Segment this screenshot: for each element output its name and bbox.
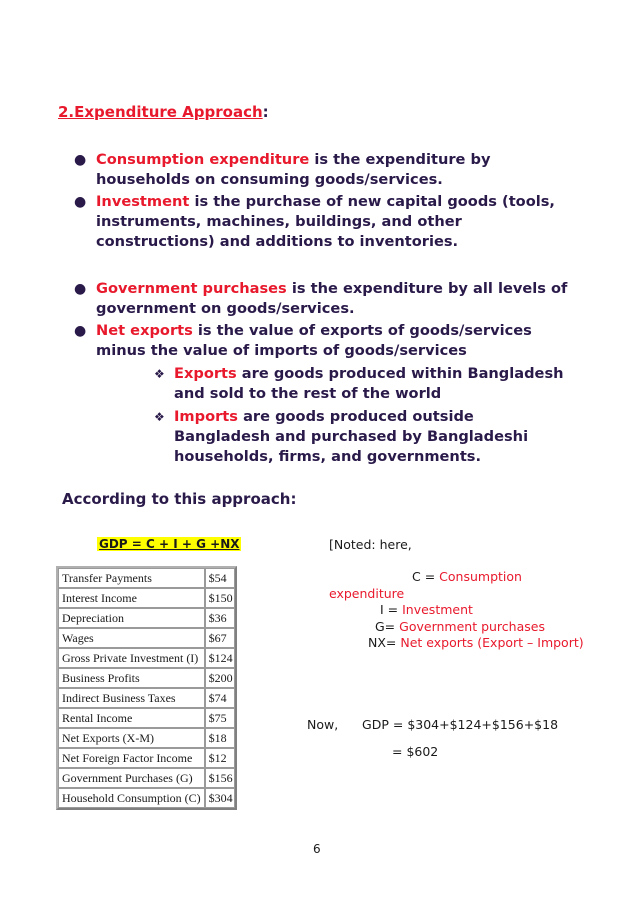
definition-term: Net exports (Export – Import) <box>400 635 584 650</box>
definition-term: Investment <box>402 602 473 617</box>
table-cell-value: $200 <box>205 668 235 688</box>
table-row <box>58 608 235 628</box>
table-cell-value: $36 <box>205 608 235 628</box>
bullet-dot-icon: ● <box>74 281 87 297</box>
table-cell-item: Interest Income <box>58 588 205 608</box>
table-cell-value: $304 <box>205 788 235 808</box>
table-row <box>58 688 235 708</box>
definition-c <box>412 569 522 584</box>
table-cell-value: $74 <box>205 688 235 708</box>
definition-term: expenditure <box>329 586 405 601</box>
bullet-term: Net exports <box>96 322 193 339</box>
table-cell-item: Net Foreign Factor Income <box>58 748 205 768</box>
page-number: 6 <box>313 842 321 856</box>
sub-bullet-text: are goods produced outside Bangladesh and purchased by Bangladeshi households, firms, and governments. <box>174 408 529 465</box>
gdp-sum: GDP = $304+$124+$156+$18 <box>362 717 559 732</box>
table-row <box>58 788 235 808</box>
table-row <box>58 568 235 588</box>
bullet-dot-icon: ● <box>74 194 87 210</box>
table-cell-item: Indirect Business Taxes <box>58 688 205 708</box>
table-cell-item: Business Profits <box>58 668 205 688</box>
table-row <box>58 648 235 668</box>
table-cell-item: Government Purchases (G) <box>58 768 205 788</box>
bullet-dot-icon: ● <box>74 323 87 339</box>
definition-symbol: NX= <box>368 635 401 650</box>
diamond-bullet-icon: ❖ <box>154 410 165 424</box>
definition-g <box>375 619 545 634</box>
sub-bullet-term: Exports <box>174 365 237 382</box>
table-cell-item: Rental Income <box>58 708 205 728</box>
sub-bullet-text: are goods produced within Bangladesh and sold to the rest of the world <box>174 365 564 402</box>
definition-nx <box>368 635 584 650</box>
definition-symbol: C = <box>412 569 440 584</box>
sub-list-item <box>154 407 574 467</box>
now-label: Now, <box>307 717 339 732</box>
noted-label: [Noted: here, <box>329 537 412 552</box>
definition-symbol: I = <box>380 602 403 617</box>
bullet-term: Consumption expenditure <box>96 151 310 168</box>
table-cell-value: $18 <box>205 728 235 748</box>
list-item <box>74 192 576 252</box>
definition-term: Government purchases <box>399 619 545 634</box>
gdp-formula: GDP = C + I + G +NX <box>99 537 240 551</box>
diamond-bullet-icon: ❖ <box>154 367 165 381</box>
table-cell-item: Depreciation <box>58 608 205 628</box>
table-cell-value: $124 <box>205 648 235 668</box>
table-row <box>58 668 235 688</box>
bullet-term: Government purchases <box>96 280 287 297</box>
sub-list-item <box>154 364 574 404</box>
table-row <box>58 588 235 608</box>
table-cell-item: Wages <box>58 628 205 648</box>
table-row <box>58 748 235 768</box>
definition-symbol: G= <box>375 619 400 634</box>
section-heading-label: 2.Expenditure Approach <box>58 103 263 121</box>
table-cell-item: Household Consumption (C) <box>58 788 205 808</box>
list-item <box>74 279 576 319</box>
definition-term: Consumption <box>439 569 522 584</box>
table-cell-item: Transfer Payments <box>58 568 205 588</box>
gdp-calculation <box>307 717 558 732</box>
bullet-term: Investment <box>96 193 190 210</box>
section-heading-colon: : <box>262 103 269 121</box>
sub-bullet-term: Imports <box>174 408 238 425</box>
gdp-result: = $602 <box>392 744 439 759</box>
list-item <box>74 321 576 361</box>
section-heading <box>58 103 269 121</box>
table-cell-value: $67 <box>205 628 235 648</box>
table-cell-item: Gross Private Investment (I) <box>58 648 205 668</box>
table-cell-value: $75 <box>205 708 235 728</box>
bullet-text: is the expenditure by households on consuming goods/services. <box>96 151 491 188</box>
bullet-dot-icon: ● <box>74 152 87 168</box>
bullet-text: is the purchase of new capital goods (tools, instruments, machines, buildings, and other constructions) and additions to inventories. <box>96 193 555 250</box>
table-row <box>58 768 235 788</box>
bullet-text: is the expenditure by all levels of government on goods/services. <box>96 280 568 317</box>
table-cell-value: $54 <box>205 568 235 588</box>
table-row <box>58 728 235 748</box>
table-cell-item: Net Exports (X-M) <box>58 728 205 748</box>
list-item <box>74 150 576 190</box>
definition-c-cont <box>329 586 404 601</box>
table-cell-value: $150 <box>205 588 235 608</box>
bullet-text: is the value of exports of goods/services minus the value of imports of goods/services <box>96 322 532 359</box>
table-cell-value: $156 <box>205 768 235 788</box>
definition-i <box>380 602 473 617</box>
according-heading: According to this approach: <box>62 490 297 508</box>
table-row <box>58 708 235 728</box>
table-cell-value: $12 <box>205 748 235 768</box>
table-row <box>58 628 235 648</box>
national-income-table <box>56 566 237 810</box>
